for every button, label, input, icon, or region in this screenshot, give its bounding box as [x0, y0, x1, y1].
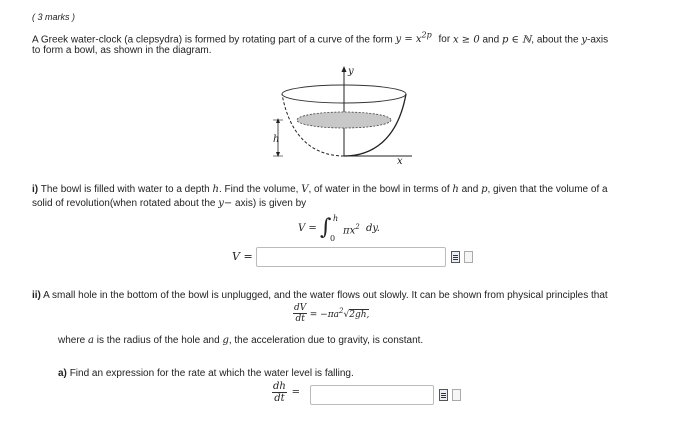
intro-line-1 — [32, 31, 608, 45]
a-symbol: a — [88, 335, 94, 346]
part-ii-line-1 — [32, 290, 608, 301]
dh-numerator: dh — [273, 381, 286, 392]
part-i-text-a: The bowl is filled with water to a depth — [40, 184, 210, 195]
sqrt-sign: √ — [343, 310, 350, 320]
part-a-label: a) — [58, 368, 67, 379]
part-i-text-d: , given that the volume of a — [487, 184, 608, 195]
x-axis-label: x — [397, 156, 403, 166]
differential-dy: dy. — [366, 223, 380, 234]
equation-editor-icon-2[interactable] — [439, 389, 448, 401]
part-i-line-2b: axis) is given by — [235, 198, 307, 209]
integrand-exp: 2 — [355, 223, 360, 231]
rate-answer-input[interactable] — [310, 385, 434, 405]
h-symbol-2: h — [452, 184, 459, 195]
condition-p: p ∈ ℕ — [501, 34, 532, 46]
and-word-2: and — [461, 184, 479, 195]
flow-rhs-exp: 2 — [339, 307, 344, 315]
sqrt-content: 2gh, — [349, 310, 370, 320]
integral-lower: 0 — [330, 234, 336, 243]
curve-eq-base: y = x — [395, 34, 422, 46]
dv-dt-fraction — [293, 303, 307, 324]
flow-rhs — [309, 307, 370, 320]
h-symbol: h — [212, 184, 219, 195]
formula-lhs: V = — [298, 223, 317, 234]
curve-eq-exp: 2p — [421, 31, 432, 40]
condition-x: x ≥ 0 — [452, 34, 480, 46]
answer-v-label: V = — [232, 250, 253, 263]
h-label: h — [273, 134, 280, 145]
intro-text-3: -axis — [586, 34, 609, 46]
part-i-text-c: , of water in the bowl in terms of — [308, 184, 450, 195]
part-ii-text: A small hole in the bottom of the bowl is unplugged, and the water flows out slowly. It can be shown from physical principles that — [43, 290, 608, 301]
part-a-line — [58, 368, 354, 379]
part-ii-label: ii) — [32, 290, 41, 301]
and-word: and — [482, 34, 500, 46]
intro-line-2: to form a bowl, as shown in the diagram. — [32, 45, 212, 56]
dv-numerator: dV — [294, 303, 307, 313]
integral-upper: h — [333, 214, 339, 223]
integral-sign: ∫ — [320, 215, 332, 240]
part-a-text: Find an expression for the rate at which the water level is falling. — [69, 368, 354, 379]
dh-dt-formula — [272, 381, 300, 404]
h-arrow-top — [276, 118, 280, 123]
flow-rate-formula — [293, 303, 369, 324]
water-surface — [297, 112, 391, 128]
part-ii-where-line — [58, 335, 423, 346]
curve-equation — [395, 31, 432, 46]
document-preview-icon-2[interactable] — [452, 389, 461, 401]
equation-editor-icon[interactable] — [451, 251, 460, 263]
where-text-c: , the acceleration due to gravity, is constant. — [228, 335, 424, 346]
volume-answer-input[interactable] — [256, 247, 446, 267]
marks-label: ( 3 marks ) — [32, 12, 76, 22]
y-axis-label: y — [348, 66, 354, 77]
document-preview-icon[interactable] — [464, 251, 473, 263]
y-axis-symbol: y — [581, 34, 587, 46]
part-i-line-1 — [32, 184, 608, 195]
integrand-base: πx — [343, 225, 356, 237]
bowl-diagram — [262, 64, 422, 166]
intro-text: A Greek water-clock (a clepsydra) is formed by rotating part of a curve of the form — [32, 34, 393, 46]
where-text-b: is the radius of the hole and — [96, 335, 220, 346]
flow-rhs-base: = −πa — [309, 310, 340, 320]
p-symbol: p — [481, 184, 488, 195]
y-minus-symbol: y− — [218, 198, 233, 209]
equals-sign: = — [291, 387, 301, 398]
part-i-text-b: . Find the volume, — [218, 184, 299, 195]
for-word: for — [438, 34, 451, 46]
where-text-a: where — [58, 335, 86, 346]
integrand — [343, 223, 360, 236]
v-symbol: V — [301, 184, 309, 195]
dh-dt-fraction — [272, 381, 287, 404]
part-i-line-2 — [32, 198, 306, 209]
part-i-label: i) — [32, 184, 39, 195]
g-symbol: g — [222, 335, 229, 346]
dt-denominator: dt — [295, 314, 305, 324]
part-i-line-2a: solid of revolution(when rotated about the — [32, 198, 216, 209]
intro-text-2: , about the — [531, 34, 579, 46]
dt-denominator-2: dt — [274, 393, 285, 404]
y-axis-arrow — [342, 66, 347, 72]
